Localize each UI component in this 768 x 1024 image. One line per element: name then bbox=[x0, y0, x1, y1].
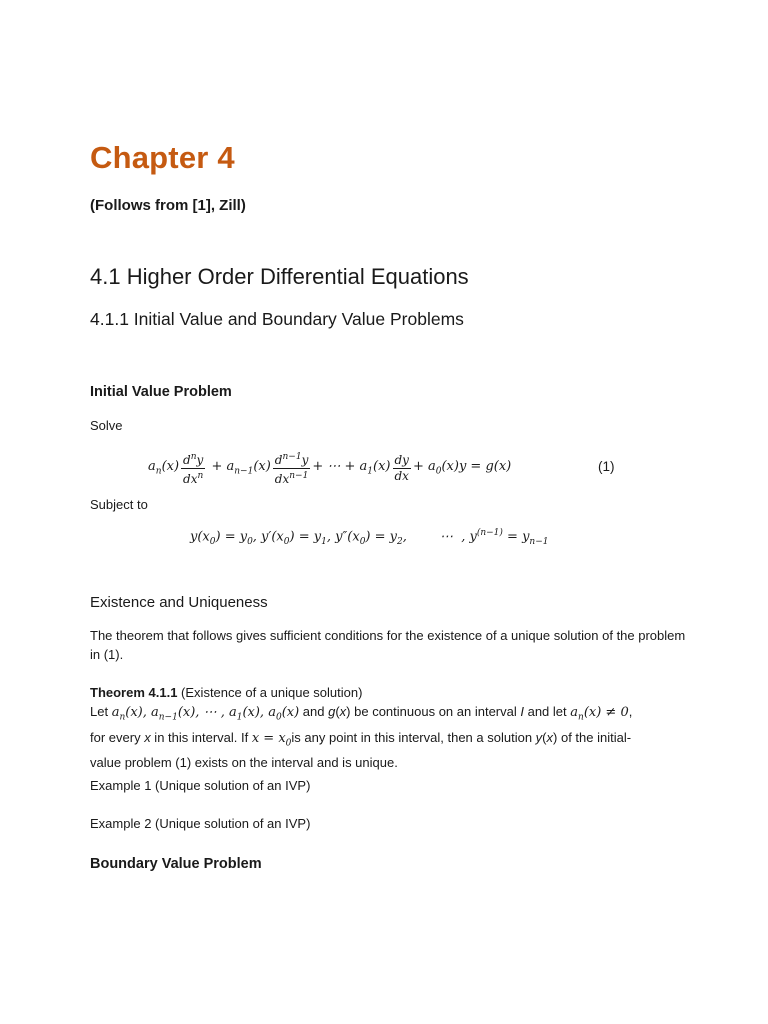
bvp-heading: Boundary Value Problem bbox=[90, 856, 262, 872]
section-heading: 4.1 Higher Order Differential Equations bbox=[90, 264, 469, 289]
ivp-heading: Initial Value Problem bbox=[90, 384, 232, 400]
solve-label: Solve bbox=[90, 418, 123, 433]
source-note: (Follows from [1], Zill) bbox=[90, 197, 246, 214]
example-1: Example 1 (Unique solution of an IVP) bbox=[90, 778, 311, 793]
existence-paragraph: The theorem that follows gives sufficient conditions for the existence of a unique solution of the problem in (1). bbox=[90, 628, 686, 662]
theorem-label: Theorem 4.1.1 bbox=[90, 685, 178, 700]
theorem-title: (Existence of a unique solution) bbox=[177, 685, 363, 700]
initial-conditions: $y(x_0) = y_0$, $y'(x_0) = y_1$, $y''(x_0) = y_2$, ⋯ , $y^{(n-1)} = y_{n-1}$ bbox=[190, 528, 549, 547]
theorem-text: is any point in this interval, then a solution bbox=[291, 729, 536, 745]
theorem-text: for every bbox=[90, 729, 145, 745]
theorem-text: Let bbox=[90, 704, 112, 719]
theorem-text: in this interval. If bbox=[150, 729, 252, 745]
subject-to-label: Subject to bbox=[90, 497, 148, 512]
theorem-text: and bbox=[299, 704, 329, 719]
example-2: Example 2 (Unique solution of an IVP) bbox=[90, 816, 311, 831]
theorem-text: and let bbox=[523, 704, 571, 719]
existence-heading: Existence and Uniqueness bbox=[90, 594, 268, 611]
equation-number: (1) bbox=[598, 459, 615, 474]
subsection-heading: 4.1.1 Initial Value and Boundary Value Problems bbox=[90, 309, 464, 329]
differential-equation: $a_n(x)$ $\frac{d^ny}{dx^n}$ + $a_{n-1}(x)$ $\frac{d^{n-1}y}{dx^{n-1}}$ + ⋯ + $a_1(x)$ $\frac{dy}{dx}$ + $a_0(x)y = g(x)$ bbox=[148, 451, 512, 486]
chapter-title: Chapter 4 bbox=[90, 140, 235, 175]
theorem-block: Theorem 4.1.1 (Existence of a unique solution) Let $a_n(x)$, $a_{n-1}(x)$, ⋯ , $a_1(x)$, $a_0(x)$ and g(x) be continuous on an interval I and let $a_n(x) \ne 0$, for every x in this interval. If $x = x_0is$ any point in this interval, then a solution y(x) of the initial- value problem (1) exists on the interval and is unique. bbox=[90, 683, 690, 772]
theorem-text: of the initial- bbox=[557, 729, 632, 745]
theorem-text: value problem (1) exists on the interval and is unique. bbox=[90, 755, 398, 771]
theorem-text: be continuous on an interval bbox=[350, 704, 521, 719]
